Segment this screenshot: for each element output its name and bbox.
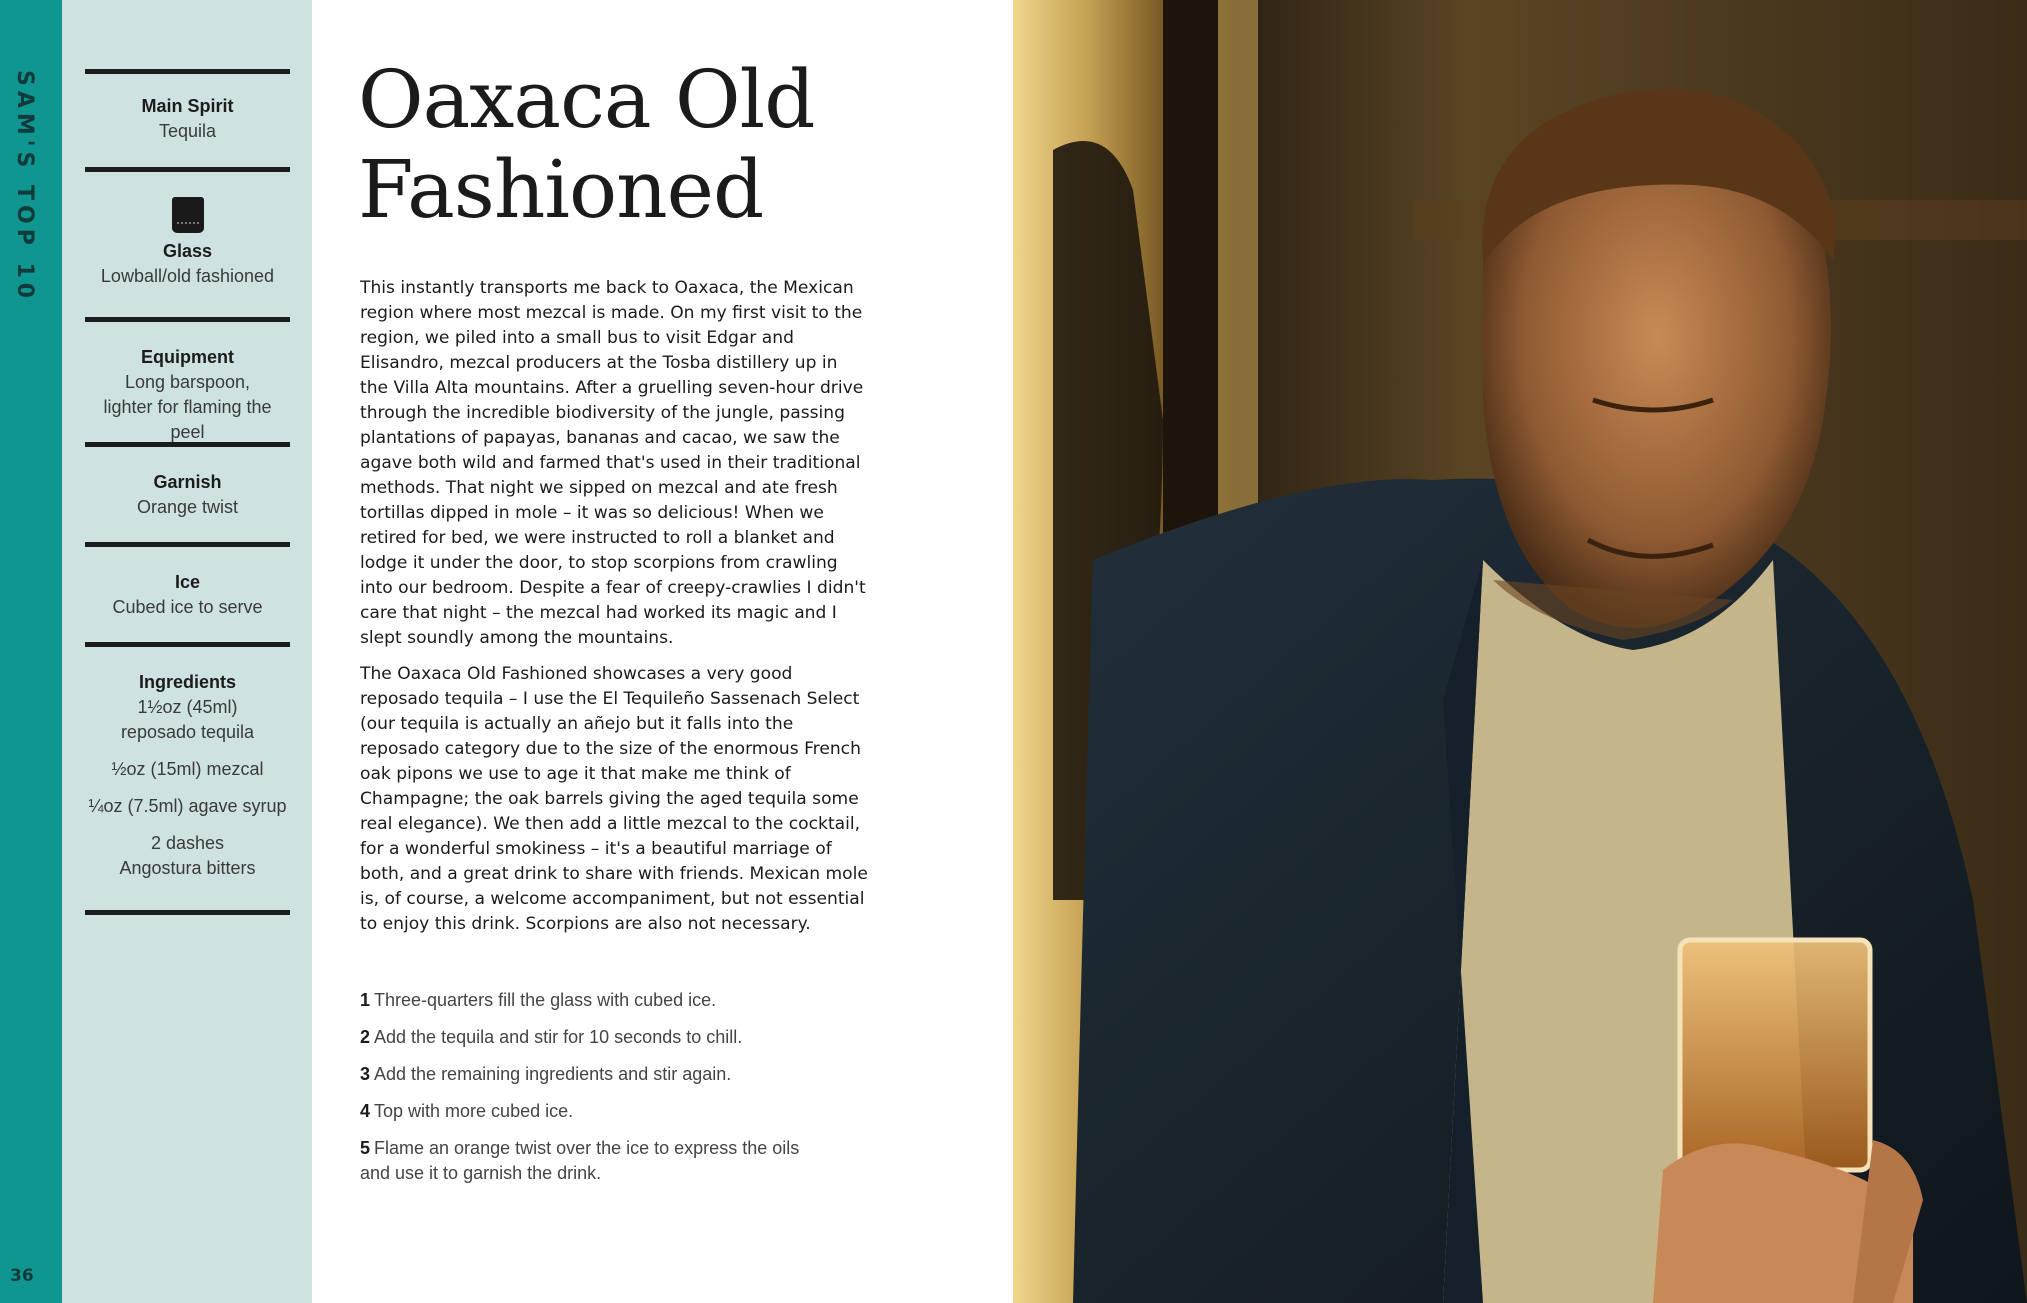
ingredients-label: Ingredients [138, 672, 236, 692]
step-number: 3 [360, 1064, 371, 1084]
lowball-glass-icon [172, 197, 204, 233]
ice-value: Cubed ice to serve [112, 597, 263, 617]
ingredients-block [85, 642, 290, 915]
main-spirit-block [85, 69, 290, 172]
main-spirit-label: Main Spirit [141, 96, 234, 116]
page-number: 36 [10, 1266, 34, 1286]
recipe-intro [360, 276, 870, 948]
garnish-label: Garnish [153, 472, 222, 492]
method-step [360, 1062, 880, 1087]
glass-block [85, 167, 290, 322]
recipe-title: Oaxaca Old Fashioned [358, 53, 815, 236]
equipment-label: Equipment [141, 347, 234, 367]
intro-paragraph: This instantly transports me back to Oaxaca, the Mexican region where most mezcal is made. On my first visit to the region, we piled into a small bus to visit Edgar and Elisandro, mezcal producers at the Tosba distillery up in the Villa Alta mountains. After a gruelling seven-hour drive through the incredible biodiversity of the jungle, passing plantations of papayas, bananas and cacao, we saw the agave both wild and farmed that's used in their traditional methods. That night we sipped on mezcal and ate fresh tortillas dipped in mole – it was so delicious! When we retired for bed, we were instructed to roll a blanket and lodge it under the door, to stop scorpions from crawling into our bedroom. Despite a fear of creepy-crawlies I didn't care that night – the mezcal had worked its magic and I slept soundly among the mountains. [360, 278, 866, 648]
ingredient-item: ½oz (15ml) mezcal [111, 759, 264, 779]
ingredient-item: 1½oz (45ml) reposado tequila [120, 697, 255, 742]
step-text: Add the tequila and stir for 10 seconds to chill. [374, 1027, 743, 1047]
step-text: Flame an orange twist over the ice to express the oils and use it to garnish the drink. [360, 1138, 800, 1183]
method-steps [360, 988, 880, 1198]
section-label: SAM'S TOP 10 [12, 70, 37, 304]
step-text: Add the remaining ingredients and stir again. [374, 1064, 732, 1084]
method-step [360, 1099, 880, 1124]
glass-label: Glass [162, 241, 213, 261]
intro-paragraph: The Oaxaca Old Fashioned showcases a very good reposado tequila – I use the El Tequileño Sassenach Select (our tequila is actually an añejo but it falls into the reposado category due to the size of the enormous French oak pipons we use to age it that make me think of Champagne; the oak barrels giving the aged tequila some real elegance). We then add a little mezcal to the cocktail, for a wonderful smokiness – it's a beautiful marriage of both, and a great drink to share with friends. Mexican mole is, of course, a welcome accompaniment, but not essential to enjoy this drink. Scorpions are also not necessary. [360, 664, 868, 934]
portrait-photo [1013, 0, 2027, 1303]
ice-block [85, 542, 290, 647]
step-number: 5 [360, 1138, 371, 1158]
method-step [360, 1136, 830, 1186]
garnish-block [85, 442, 290, 547]
step-number: 4 [360, 1101, 371, 1121]
garnish-value: Orange twist [136, 497, 239, 517]
ice-label: Ice [174, 572, 201, 592]
main-spirit-value: Tequila [158, 121, 217, 141]
ingredient-item: ¼oz (7.5ml) agave syrup [88, 796, 287, 816]
method-step [360, 1025, 880, 1050]
step-number: 1 [360, 990, 371, 1010]
step-text: Top with more cubed ice. [374, 1101, 574, 1121]
equipment-block [85, 317, 290, 447]
step-text: Three-quarters fill the glass with cubed ice. [374, 990, 717, 1010]
step-number: 2 [360, 1027, 371, 1047]
equipment-value: Long barspoon, lighter for flaming the peel [103, 372, 272, 442]
glass-value: Lowball/old fashioned [100, 266, 275, 286]
ingredient-item: 2 dashes Angostura bitters [119, 833, 256, 878]
method-step [360, 988, 880, 1013]
